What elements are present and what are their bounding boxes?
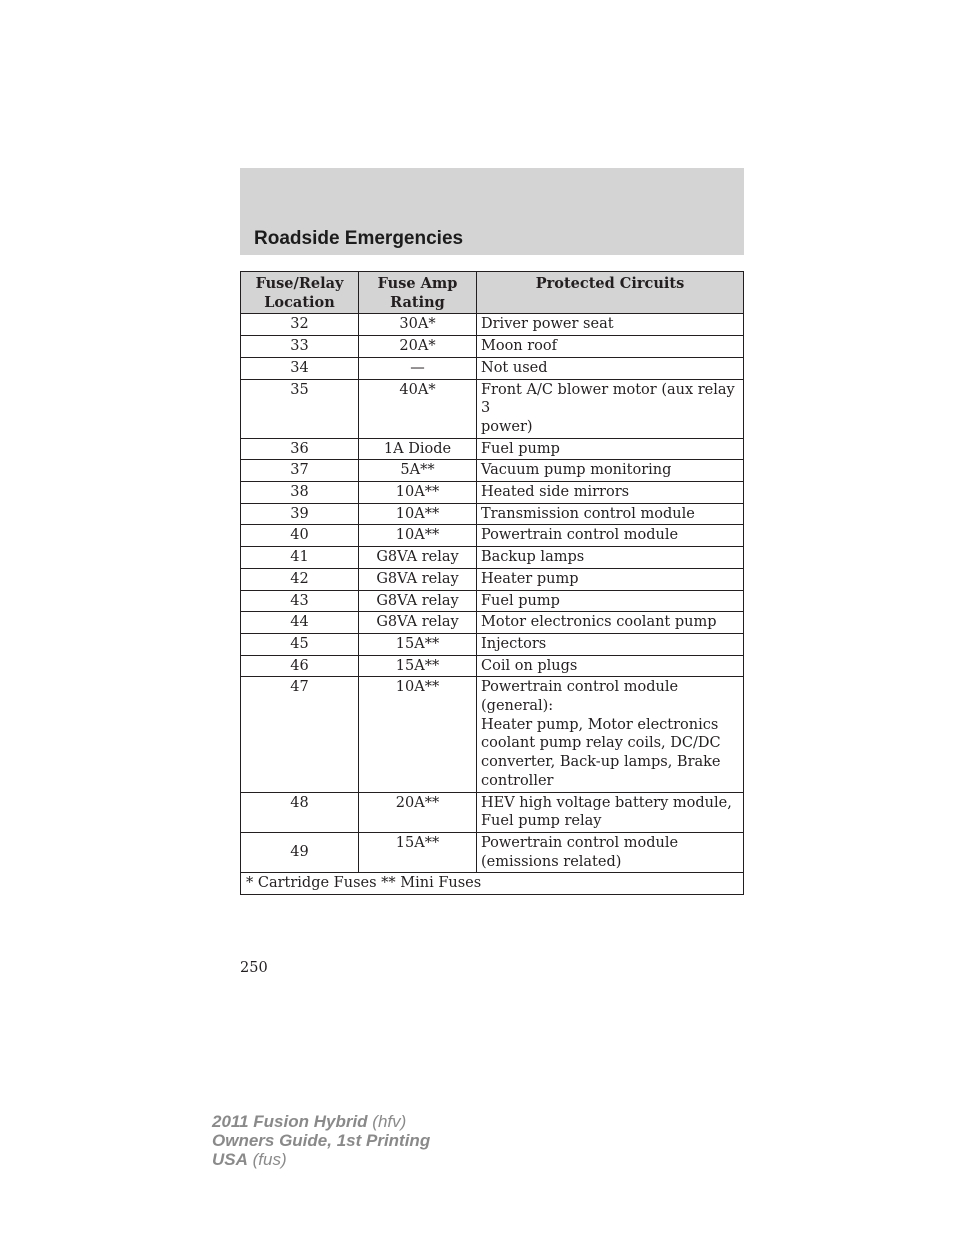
table-row [241,379,744,438]
column-header-location [241,272,359,314]
footer-guide: Owners Guide, 1st Printing [212,1131,431,1150]
table-header-row [241,272,744,314]
circuit-text-line: Not used [481,359,548,376]
protected-circuits-cell [477,336,744,358]
column-header-line: Fuse/Relay [255,275,344,292]
fuse-location-cell: 49 [241,832,359,872]
protected-circuits-cell [477,314,744,336]
circuit-text-line: Heater pump, Motor electronics [481,716,719,733]
table-row [241,792,744,832]
circuit-text-line: Powertrain control module [481,527,679,544]
fuse-rating-cell: 10A** [359,482,477,504]
table-row [241,633,744,655]
circuit-text-line: Injectors [481,635,547,652]
circuit-text-line: Powertrain control module [481,834,679,851]
table-row [241,655,744,677]
fuse-location-cell: 36 [241,438,359,460]
table-row [241,612,744,634]
table-row [241,547,744,569]
fuse-rating-cell: 20A** [359,792,477,832]
circuit-text-line: Fuel pump [481,592,560,609]
fuse-rating-cell: G8VA relay [359,612,477,634]
circuit-text-line: Backup lamps [481,549,585,566]
table-row [241,590,744,612]
table-row [241,677,744,792]
fuse-location-cell: 41 [241,547,359,569]
table-footnote: * Cartridge Fuses ** Mini Fuses [241,873,744,895]
circuit-text-line: Vacuum pump monitoring [481,462,672,479]
protected-circuits-cell [477,357,744,379]
circuit-text-line: converter, Back-up lamps, Brake [481,754,721,771]
fuse-rating-cell: 15A** [359,832,477,872]
fuse-rating-cell: 15A** [359,655,477,677]
protected-circuits-cell [477,792,744,832]
fuse-rating-cell: 1A Diode [359,438,477,460]
fuse-rating-cell: — [359,357,477,379]
fuse-rating-cell: 10A** [359,677,477,792]
table-row [241,357,744,379]
document-footer [212,1112,430,1169]
column-header-line: Protected Circuits [535,275,685,292]
circuit-text-line: Transmission control module [481,505,695,522]
protected-circuits-cell [477,379,744,438]
circuit-text-line: Driver power seat [481,316,614,333]
circuit-text-line: Heated side mirrors [481,484,630,501]
footer-model: 2011 Fusion Hybrid [212,1112,368,1131]
fuse-rating-cell: 10A** [359,503,477,525]
protected-circuits-cell [477,832,744,872]
circuit-text-line: HEV high voltage battery module, [481,794,732,811]
protected-circuits-cell [477,612,744,634]
circuit-text-line: Fuel pump [481,440,560,457]
table-row [241,832,744,872]
table-row [241,525,744,547]
circuit-text-line: Coil on plugs [481,657,578,674]
fuse-location-cell: 45 [241,633,359,655]
fuse-rating-cell: 10A** [359,525,477,547]
protected-circuits-cell [477,438,744,460]
protected-circuits-cell [477,482,744,504]
fuse-rating-cell: G8VA relay [359,547,477,569]
circuit-text-line: Heater pump [481,570,579,587]
fuse-location-cell: 37 [241,460,359,482]
table-row [241,482,744,504]
table-row [241,438,744,460]
table-row [241,460,744,482]
fuse-rating-cell: G8VA relay [359,568,477,590]
protected-circuits-cell [477,503,744,525]
fuse-location-cell: 42 [241,568,359,590]
fuse-location-cell: 48 [241,792,359,832]
footnote-row [241,873,744,895]
fuse-rating-cell: 40A* [359,379,477,438]
table-body [241,314,744,873]
circuit-text-line: (emissions related) [481,853,622,870]
column-header-line: Location [264,293,335,311]
footer-line [212,1112,430,1131]
page-number: 250 [240,960,268,976]
protected-circuits-cell [477,547,744,569]
column-header-rating [359,272,477,314]
section-title: Roadside Emergencies [254,228,464,249]
circuit-text-line: power) [481,418,533,435]
table-row [241,568,744,590]
protected-circuits-cell [477,655,744,677]
fuse-location-cell: 38 [241,482,359,504]
protected-circuits-cell [477,677,744,792]
footer-market-code: (fus) [252,1150,287,1169]
circuit-text-line: Motor electronics coolant pump [481,614,717,631]
fuse-location-cell: 47 [241,677,359,792]
footer-model-code: (hfv) [372,1112,407,1131]
protected-circuits-cell [477,568,744,590]
column-header-line: Fuse Amp [377,275,458,292]
circuit-text-line: controller [481,772,554,789]
protected-circuits-cell [477,590,744,612]
table-row [241,314,744,336]
circuit-text-line: Powertrain control module (general): [481,679,679,715]
fuse-rating-cell: 15A** [359,633,477,655]
circuit-text-line: Fuel pump relay [481,813,602,830]
protected-circuits-cell [477,633,744,655]
footer-line [212,1131,430,1150]
circuit-text-line: Front A/C blower motor (aux relay 3 [481,381,735,417]
column-header-circuits [477,272,744,314]
fuse-location-cell: 43 [241,590,359,612]
fuse-location-cell: 34 [241,357,359,379]
circuit-text-line: coolant pump relay coils, DC/DC [481,735,721,752]
fuse-location-cell: 46 [241,655,359,677]
fuse-table [240,271,744,895]
fuse-rating-cell: G8VA relay [359,590,477,612]
table-row [241,336,744,358]
fuse-location-cell: 32 [241,314,359,336]
section-header-band [240,168,744,255]
protected-circuits-cell [477,525,744,547]
protected-circuits-cell [477,460,744,482]
fuse-rating-cell: 20A* [359,336,477,358]
fuse-location-cell: 44 [241,612,359,634]
fuse-location-cell: 39 [241,503,359,525]
fuse-rating-cell: 30A* [359,314,477,336]
footer-market: USA [212,1150,248,1169]
fuse-location-cell: 35 [241,379,359,438]
circuit-text-line: Moon roof [481,338,558,355]
table-row [241,503,744,525]
column-header-line: Rating [390,293,445,311]
fuse-location-cell: 33 [241,336,359,358]
fuse-rating-cell: 5A** [359,460,477,482]
fuse-location-cell: 40 [241,525,359,547]
footer-line [212,1150,430,1169]
